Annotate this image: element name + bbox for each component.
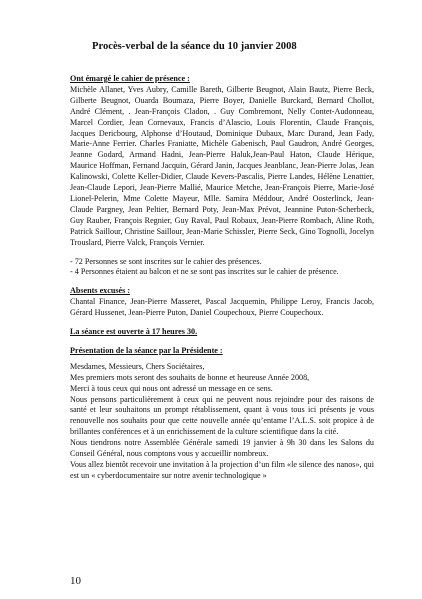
attendance-list: Michèle Allanet, Yves Aubry, Camille Bareth, Gilberte Beugnot, Alain Bautz, Pierre Beck, Gilberte Beugnot, Ouarda Boumaza, Pierre Boyer, Danielle Burckard, Bernard Chollot, André Clément, . Jean-François Cladon, . Guy Combremont, Nelly Contet-Audonneau, Marcel Cordier, Jean Cornevaux, Francis d’Alascio, Louis Florentin, Claude François, Jacques Dericbourg, Alphonse d’Houtaud, Dominique Dubaux, Marc Durand, Jean Fady, Marie-Anne Ferrier. Charles Franiatte, Michèle Gabenisch, Paul Gaudron, André Georges, Jeanne Godard, Armand Hadni, Jean-Pierre Haluk,Jean-Paul Haton, Claude Hérique, Maurice Hoffman, Fernand Jacquin, Gérard Janin, Jacques Jeanblanc, Jean-Pierre Jolas, Jean Kalinowski, Colette Keller-Didier, Claude Kevers-Pascalis, Pierre Landes, Hélène Lenattier, Jean-Claude Lepori, Jean-Pierre Mallié, Maurice Metche, Jean-François Pierre, Marie-José Lionel-Pelerin, Mme Colette Mayeur, Mlle. Samira Méddour, André Oosterlinck, Jean-Claude Pargney, Jean Peltier, Bernard Poty, Jean-Max Prévot, Jeannine Puton-Scherbeck, Guy Rauber, François Regnier, Guy Raval, Paul Robaux, Jean-Pierre Rombach, Aline Roth, Patrick Saillour, Christine Saillour, Jean-Marie Schissler, Pierre Seck, Gino Tognolli, Jocelyn Trouslard, Pierre Valck, François Vernier. xyxy=(70,84,374,247)
count-registered: - 72 Personnes se sont inscrites sur le cahier des présences. xyxy=(70,256,262,266)
message-paragraph: Nous tiendrons notre Assemblée Générale samedi 19 janvier à 9h 30 dans les Salons du Conseil Général, nous comptons vous y accueillir nombreux. xyxy=(70,438,374,459)
message-paragraph: Mes premiers mots seront des souhaits de bonne et heureuse Année 2008, xyxy=(70,372,310,382)
message-paragraph: Merci à tous ceux qui nous ont adressé un message en ce sens. xyxy=(70,383,273,393)
greeting: Mesdames, Messieurs, Chers Sociétaires, xyxy=(70,361,205,371)
presentation-heading: Présentation de la séance par la Présidente : xyxy=(70,345,223,355)
document-body xyxy=(70,74,374,482)
attendance-heading: Ont émargé le cahier de présence : xyxy=(70,74,190,83)
absents-list: Chantal Finance, Jean-Pierre Masseret, Pascal Jacquemin, Philippe Leroy, Francis Jacob, Gérard Hussenet, Jean-Pierre Puton, Daniel Coupechoux, Pierre Coupechoux. xyxy=(70,297,374,318)
session-opening: La séance est ouverte à 17 heures 30. xyxy=(70,327,198,337)
president-message xyxy=(70,362,374,482)
document-title: Procès-verbal de la séance du 10 janvier 2008 xyxy=(92,41,297,52)
message-paragraph: Vous allez bientôt recevoir une invitation à la projection d’un film «le silence des nanos», qui est un « cyberdocumentaire sur notre avenir technologique » xyxy=(70,460,374,480)
absents-heading: Absents excusés : xyxy=(70,286,131,296)
count-balcony: - 4 Personnes étaient au balcon et ne se sont pas inscrites sur le cahier de présence. xyxy=(70,267,339,277)
page-number: 10 xyxy=(70,575,81,587)
message-paragraph: Nous pensons particulièrement à ceux qui ne peuvent nous rejoindre pour des raisons de santé et leur souhaitons un prompt rétablissement, quant à vous tous ici présents je vous renouvelle nos souhaits pour que cette nouvelle année qu’entame l’A.L.S. soit propice à de brillantes conférences et à un enrichissement de la culture scientifique dans la cité. xyxy=(70,394,374,437)
